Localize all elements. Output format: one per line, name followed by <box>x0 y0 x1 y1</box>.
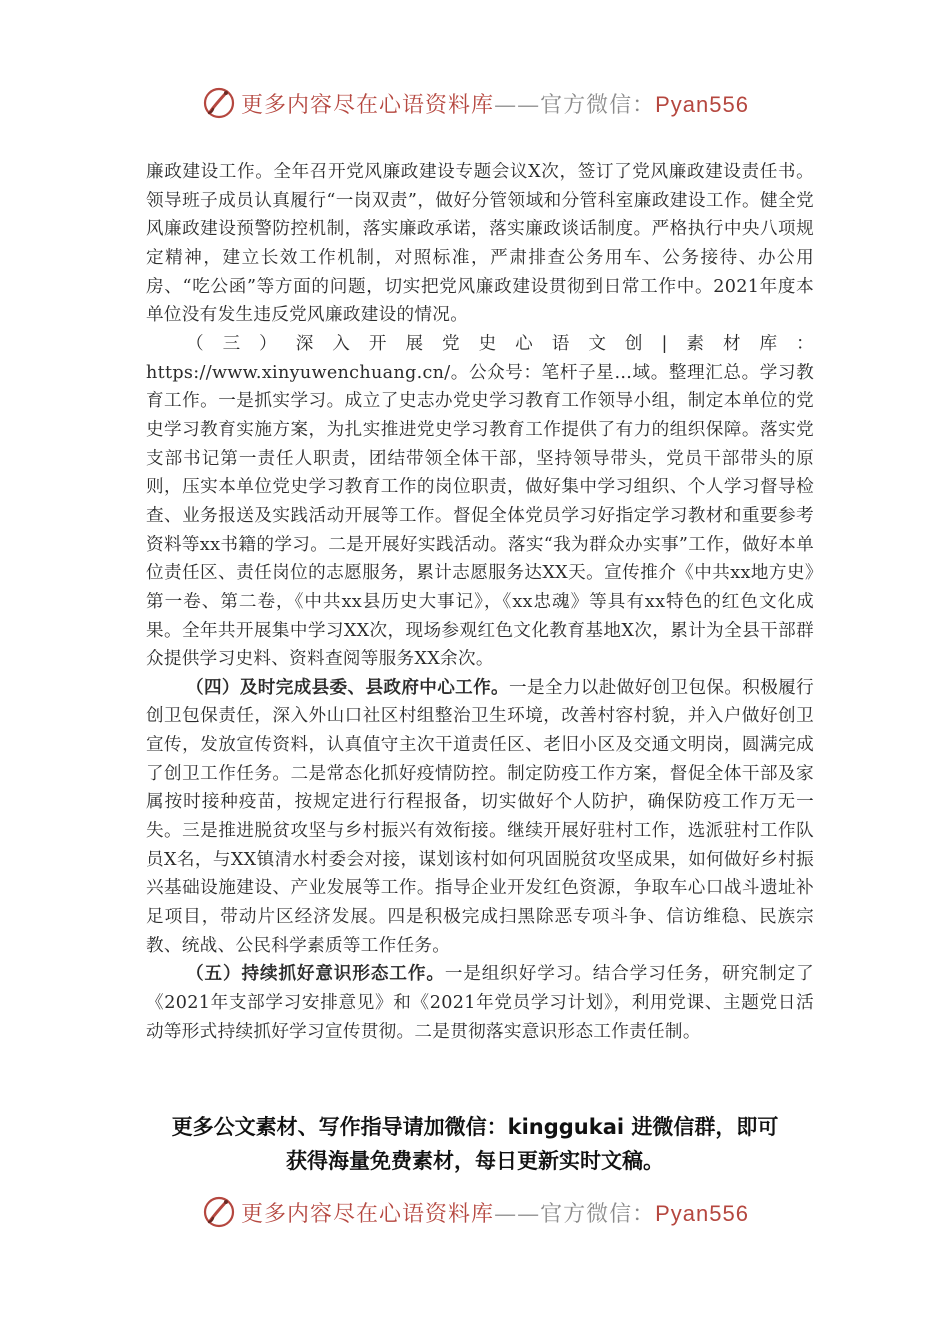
promo-notice <box>100 1110 850 1178</box>
document-body <box>146 158 814 1046</box>
footer-watermark-wechat-id: Pyan556 <box>655 1200 749 1226</box>
brush-logo-icon <box>201 1194 237 1230</box>
brush-logo-icon <box>201 85 237 121</box>
header-watermark-text <box>241 88 749 119</box>
footer-watermark-text <box>241 1197 749 1228</box>
section-text-4: 一是全力以赴做好创卫包保。积极履行创卫包保责任，深入外山口社区村组整治卫生环境，改善村容村貌，并入户做好创卫宣传，发放宣传资料，认真值守主次干道责任区、老旧小区及交通文明岗，圆满完成了创卫工作任务。二是常态化抓好疫情防控。制定防疫工作方案，督促全体干部及家属按时接种疫苗，按规定进行行程报备，切实做好个人防护，确保防疫工作万无一失。三是推进脱贫攻坚与乡村振兴有效衔接。继续开展好驻村工作，选派驻村工作队员X名，与XX镇清水村委会对接，谋划该村如何巩固脱贫攻坚成果，如何做好乡村振兴基础设施建设、产业发展等工作。指导企业开发红色资源，争取车心口战斗遗址补足项目，带动片区经济发展。四是积极完成扫黑除恶专项斗争、信访维稳、民族宗教、统战、公民科学素质等工作任务。 <box>146 677 814 956</box>
section-heading-5: （五）持续抓好意识形态工作。 <box>186 964 445 985</box>
header-watermark-banner <box>0 81 950 125</box>
header-watermark-prefix: 更多内容尽在心语资料库 <box>241 92 495 118</box>
footer-watermark-separator: —— <box>494 1201 541 1227</box>
section-heading-4: （四）及时完成县委、县政府中心工作。 <box>186 677 509 698</box>
section-text-5: 一是组织好学习。结合学习任务，研究制定了《2021年支部学习安排意见》和《2021年党员学习计划》，利用党课、主题党日活动等形式持续抓好学习宣传贯彻。二是贯彻落实意识形态工作责任制。 <box>146 964 814 1042</box>
footer-watermark-prefix: 更多内容尽在心语资料库 <box>241 1201 495 1227</box>
promo-line-2: 获得海量免费素材，每日更新实时文稿。 <box>286 1149 664 1173</box>
footer-watermark-banner <box>0 1190 950 1234</box>
header-watermark-separator: —— <box>494 92 541 118</box>
header-watermark-wechat-label: 官方微信： <box>540 92 656 118</box>
footer-watermark-wechat-label: 官方微信： <box>540 1201 656 1227</box>
paragraph-party-history-education: （三）深入开展党史心语文创|素材库：https://www.xinyuwenchuang.cn/。公众号：笔杆子星…域。整理汇总。学习教育工作。一是抓实学习。成立了史志办党史学习教育工作领导小组，制定本单位的党史学习教育实施方案，为扎实推进党史学习教育工作提供了有力的组织保障。落实党支部书记第一责任人职责，团结带领全体干部，坚持领导带头，党员干部带头的原则，压实本单位党史学习教育工作的岗位职责，做好集中学习组织、个人学习督导检查、业务报送及实践活动开展等工作。督促全体党员学习好指定学习教材和重要参考资料等xx书籍的学习。二是开展好实践活动。落实“我为群众办实事”工作，做好本单位责任区、责任岗位的志愿服务，累计志愿服务达XX天。宣传推介《中共xx地方史》第一卷、第二卷，《中共xx县历史大事记》，《xx忠魂》等具有xx特色的红色文化成果。全年共开展集中学习XX次，现场参观红色文化教育基地X次，累计为全县干部群众提供学习史料、资料查阅等服务XX余次。 <box>146 333 814 670</box>
paragraph-integrity-building: 廉政建设工作。全年召开党风廉政建设专题会议X次，签订了党风廉政建设责任书。领导班子成员认真履行“一岗双责”，做好分管领域和分管科室廉政建设工作。健全党风廉政建设预警防控机制，落实廉政承诺，落实廉政谈话制度。严格执行中央八项规定精神，建立长效工作机制，对照标准，严肃排查公务用车、公务接待、办公用房、“吃公函”等方面的问题，切实把党风廉政建设贯彻到日常工作中。2021年度本单位没有发生违反党风廉政建设的情况。 <box>146 162 814 326</box>
promo-line-1: 更多公文素材、写作指导请加微信：kinggukai 进微信群，即可 <box>171 1115 779 1139</box>
paragraph-central-work <box>146 674 814 961</box>
header-watermark-wechat-id: Pyan556 <box>655 91 749 117</box>
paragraph-ideology-work <box>146 960 814 1046</box>
